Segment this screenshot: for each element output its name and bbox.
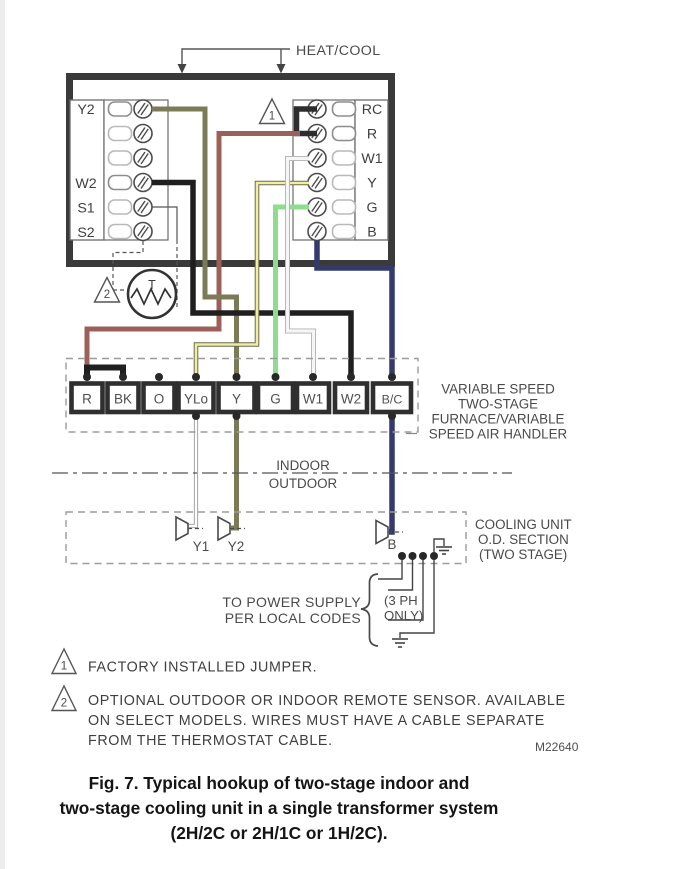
svg-text:ONLY): ONLY) xyxy=(384,608,424,623)
furnace-terminal-r: R xyxy=(82,391,92,407)
curly-brace xyxy=(361,574,378,646)
svg-text:2: 2 xyxy=(60,697,68,710)
terminal-label-r: R xyxy=(366,126,378,143)
arrow-down-icon xyxy=(277,64,286,74)
note1-marker-triangle xyxy=(260,99,285,124)
screw-terminal-icon xyxy=(134,149,152,167)
cooling-unit-annotation xyxy=(475,517,572,562)
svg-text:O.D. SECTION: O.D. SECTION xyxy=(478,532,569,547)
terminal-label-g: G xyxy=(366,200,378,216)
svg-text:TWO-STAGE: TWO-STAGE xyxy=(457,396,539,412)
heat-cool-pointer xyxy=(178,43,381,74)
svg-text:1: 1 xyxy=(60,660,68,673)
terminal-label-y: Y xyxy=(367,175,377,192)
arrow-down-icon xyxy=(178,64,187,74)
note-1 xyxy=(52,649,317,676)
screw-terminal-icon xyxy=(134,174,152,192)
ground-symbol-top xyxy=(436,547,452,554)
screw-terminal-icon xyxy=(308,174,326,192)
cooling-terminal-y2: Y2 xyxy=(227,539,245,554)
outdoor-label: OUTDOOR xyxy=(268,476,338,491)
terminal-label-w2: W2 xyxy=(75,176,97,192)
heat-cool-label: HEAT/COOL xyxy=(296,43,381,59)
furnace-terminal-bc: B/C xyxy=(381,392,403,407)
furnace-annotation xyxy=(406,382,568,442)
screw-terminal-icon xyxy=(134,125,152,143)
note-2 xyxy=(52,686,566,749)
svg-text:(2H/2C or 2H/1C or 1H/2C).: (2H/2C or 2H/1C or 1H/2C). xyxy=(170,823,388,843)
jumper-r-bk xyxy=(87,368,123,378)
note2-marker-triangle: 2 xyxy=(103,289,111,301)
figure-caption xyxy=(60,773,499,843)
svg-text:FROM THE THERMOSTAT CABLE.: FROM THE THERMOSTAT CABLE. xyxy=(88,733,333,749)
furnace-terminal-w2: W2 xyxy=(340,391,362,407)
furnace-terminal-y: Y xyxy=(231,391,242,407)
sensor-label: T xyxy=(148,278,156,292)
wire-olive-y2-outdoor xyxy=(231,416,237,528)
thermostat-left-terminal-block xyxy=(70,100,168,241)
screw-terminal-icon xyxy=(308,198,326,216)
terminal-label-s1: S1 xyxy=(77,200,95,217)
wire-blue-b-outdoor xyxy=(389,416,392,532)
spade-connector-icon xyxy=(176,517,203,540)
svg-text:1: 1 xyxy=(268,110,276,123)
cooling-unit-terminals xyxy=(176,517,403,554)
cooling-terminal-b: B xyxy=(387,537,397,552)
ground-symbol-bottom xyxy=(392,639,408,647)
svg-text:COOLING UNIT: COOLING UNIT xyxy=(475,517,572,532)
terminal-label-b: B xyxy=(367,224,377,241)
furnace-terminal-bk: BK xyxy=(113,391,133,407)
svg-text:SPEED AIR HANDLER: SPEED AIR HANDLER xyxy=(428,426,568,442)
cooling-terminal-y1: Y1 xyxy=(192,539,210,554)
furnace-terminal-ylo: YLo xyxy=(183,391,209,407)
svg-text:FURNACE/VARIABLE: FURNACE/VARIABLE xyxy=(431,411,565,427)
thermostat-right-terminal-block xyxy=(293,100,388,241)
screw-terminal-icon xyxy=(308,149,326,167)
svg-text:TO POWER SUPPLY: TO POWER SUPPLY xyxy=(222,594,361,610)
furnace-terminal-o: O xyxy=(153,391,165,407)
power-supply-annotation xyxy=(222,593,423,626)
svg-text:VARIABLE SPEED: VARIABLE SPEED xyxy=(441,381,555,397)
page-edge xyxy=(0,0,5,869)
furnace-terminal-strip xyxy=(72,373,412,420)
terminal-label-s2: S2 xyxy=(77,225,95,241)
screw-terminal-icon xyxy=(134,223,152,241)
doc-number: M22640 xyxy=(535,740,579,754)
svg-text:PER LOCAL CODES: PER LOCAL CODES xyxy=(224,610,361,626)
terminal-label-w1: W1 xyxy=(361,151,383,167)
indoor-label: INDOOR xyxy=(276,458,330,473)
screw-terminal-icon xyxy=(308,223,326,241)
wire-yellow-outline xyxy=(196,183,309,375)
terminal-label-y2: Y2 xyxy=(77,102,95,118)
furnace-terminal-w1: W1 xyxy=(302,391,324,407)
screw-terminal-icon xyxy=(134,100,152,118)
furnace-terminal-g: G xyxy=(270,391,281,407)
svg-text:ON SELECT MODELS. WIRES MUST: ON SELECT MODELS. WIRES MUST HAVE A CABLE SEPARATE xyxy=(88,713,545,729)
note1-text: FACTORY INSTALLED JUMPER. xyxy=(88,659,318,676)
spade-connector-icon xyxy=(218,517,245,540)
terminal-label-rc: RC xyxy=(361,102,383,118)
svg-text:(3 PH: (3 PH xyxy=(384,593,418,608)
screw-terminal-icon xyxy=(134,198,152,216)
cooling-unit-dashed-box xyxy=(66,512,466,564)
svg-text:OPTIONAL OUTDOOR OR INDOOR REM: OPTIONAL OUTDOOR OR INDOOR REMOTE SENSOR. AVAILABLE xyxy=(88,693,566,709)
svg-text:Fig. 7. Typical hookup of two-: Fig. 7. Typical hookup of two-stage indoor and xyxy=(88,773,470,793)
svg-text:two-stage cooling unit in a si: two-stage cooling unit in a single transformer system xyxy=(59,798,499,818)
svg-text:(TWO STAGE): (TWO STAGE) xyxy=(479,547,568,562)
indoor-outdoor-divider xyxy=(52,458,512,491)
